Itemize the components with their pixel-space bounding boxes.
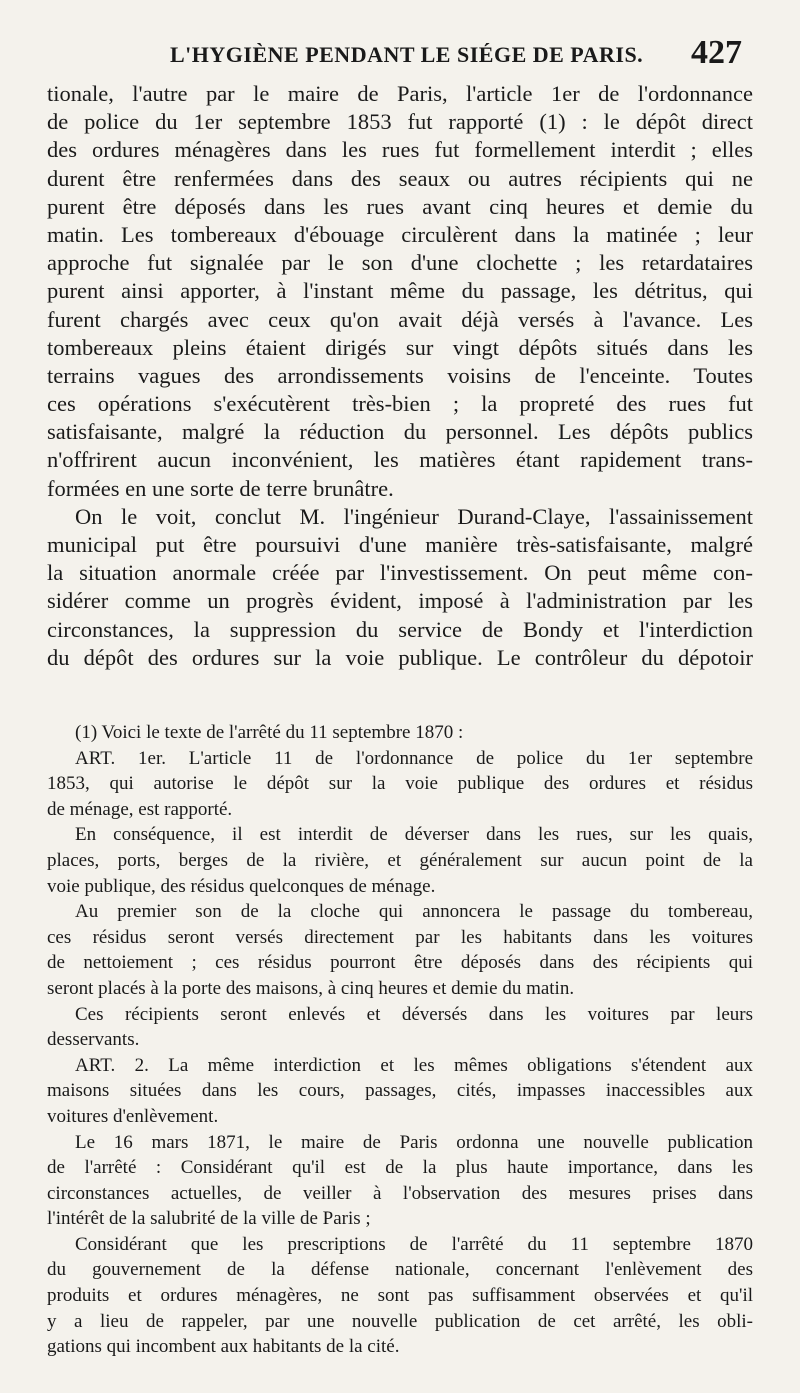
footnote-line: ART. 1er. L'article 11 de l'ordonnance de police du 1er septembre xyxy=(75,747,753,769)
text-line: durent être renfermées dans des seaux ou autres récipients qui ne xyxy=(47,165,753,191)
footnote-line: ces résidus seront versés directement par les habitants dans les voitures xyxy=(47,926,753,948)
footnote-line: du gouvernement de la défense nationale, concernant l'enlèvement des xyxy=(47,1259,753,1281)
footnote-line: desservants. xyxy=(47,1029,140,1051)
main-text xyxy=(47,80,753,672)
footnote-line: maisons situées dans les cours, passages, cités, impasses inaccessibles aux xyxy=(47,1080,753,1102)
footnote-line: gations qui incombent aux habitants de la cité. xyxy=(47,1336,400,1358)
text-line: circonstances, la suppression du service de Bondy et l'interdiction xyxy=(47,616,753,642)
text-line: satisfaisante, malgré la réduction du personnel. Les dépôts publics xyxy=(47,419,753,445)
text-line: terrains vagues des arrondissements voisins de l'enceinte. Toutes xyxy=(47,362,753,388)
footnote-line: de ménage, est rapporté. xyxy=(47,798,233,820)
footnote-line: l'intérêt de la salubrité de la ville de Paris ; xyxy=(47,1208,371,1230)
running-title: L'HYGIÈNE PENDANT LE SIÉGE DE PARIS. xyxy=(170,42,644,67)
text-line: la situation anormale créée par l'investissement. On peut même con- xyxy=(47,560,753,586)
text-line: On le voit, conclut M. l'ingénieur Durand-Claye, l'assainissement xyxy=(75,503,753,529)
text-line: de police du 1er septembre 1853 fut rapporté (1) : le dépôt direct xyxy=(47,109,753,135)
page-number: 427 xyxy=(691,34,742,71)
text-line: du dépôt des ordures sur la voie publique. Le contrôleur du dépotoir xyxy=(47,644,753,670)
footnote-line: circonstances actuelles, de veiller à l'observation des mesures prises dans xyxy=(47,1182,753,1204)
text-line: approche fut signalée par le son d'une clochette ; les retardataires xyxy=(47,250,753,276)
footnote-line: de l'arrêté : Considérant qu'il est de la plus haute importance, dans les xyxy=(47,1157,753,1179)
text-line: tionale, l'autre par le maire de Paris, l'article 1er de l'ordonnance xyxy=(47,81,753,106)
page-header xyxy=(0,30,800,82)
text-line: purent être déposés dans les rues avant cinq heures et demie du xyxy=(47,193,753,219)
footnote-line: produits et ordures ménagères, ne sont pas suffisamment observées et qu'il xyxy=(47,1285,753,1307)
text-line: ces opérations s'exécutèrent très-bien ; la propreté des rues fut xyxy=(47,391,753,417)
footnote-line: Le 16 mars 1871, le maire de Paris ordonna une nouvelle publication xyxy=(75,1131,753,1153)
footnote-line: seront placés à la porte des maisons, à cinq heures et demie du matin. xyxy=(47,977,575,999)
footnote-line: (1) Voici le texte de l'arrêté du 11 septembre 1870 : xyxy=(75,722,464,743)
text-line: tombereaux pleins étaient dirigés sur vingt dépôts situés dans les xyxy=(47,334,753,360)
footnote-line: y a lieu de rappeler, par une nouvelle publication de cet arrêté, les obli- xyxy=(47,1310,753,1332)
footnote-line: Considérant que les prescriptions de l'arrêté du 11 septembre 1870 xyxy=(75,1233,753,1255)
text-line: n'offrirent aucun inconvénient, les matières étant rapidement trans- xyxy=(47,447,753,473)
text-line: municipal put être poursuivi d'une manière très-satisfaisante, malgré xyxy=(47,532,753,557)
footnote-line: En conséquence, il est interdit de déverser dans les rues, sur les quais, xyxy=(75,824,753,846)
footnote-line: voitures d'enlèvement. xyxy=(47,1105,219,1127)
text-line: formées en une sorte de terre brunâtre. xyxy=(47,475,394,501)
text-line: purent ainsi apporter, à l'instant même du passage, les détritus, qui xyxy=(47,278,753,304)
footnote xyxy=(47,720,753,1360)
footnote-line: de nettoiement ; ces résidus pourront être déposés dans des récipients qui xyxy=(47,952,753,974)
text-line: des ordures ménagères dans les rues fut formellement interdit ; elles xyxy=(47,137,753,163)
footnote-line: voie publique, des résidus quelconques de ménage. xyxy=(47,875,436,897)
footnote-line: Ces récipients seront enlevés et déversés dans les voitures par leurs xyxy=(75,1003,753,1025)
footnote-line: places, ports, berges de la rivière, et généralement sur aucun point de la xyxy=(47,849,753,871)
text-line: sidérer comme un progrès évident, imposé à l'administration par les xyxy=(47,588,753,614)
footnote-line: Au premier son de la cloche qui annoncera le passage du tombereau, xyxy=(75,901,753,923)
text-line: furent chargés avec ceux qu'on avait déjà versés à l'avance. Les xyxy=(47,306,753,332)
footnote-line: ART. 2. La même interdiction et les mêmes obligations s'étendent aux xyxy=(75,1054,753,1076)
footnote-line: 1853, qui autorise le dépôt sur la voie publique des ordures et résidus xyxy=(47,773,753,795)
text-line: matin. Les tombereaux d'ébouage circulèrent dans la matinée ; leur xyxy=(47,221,753,247)
